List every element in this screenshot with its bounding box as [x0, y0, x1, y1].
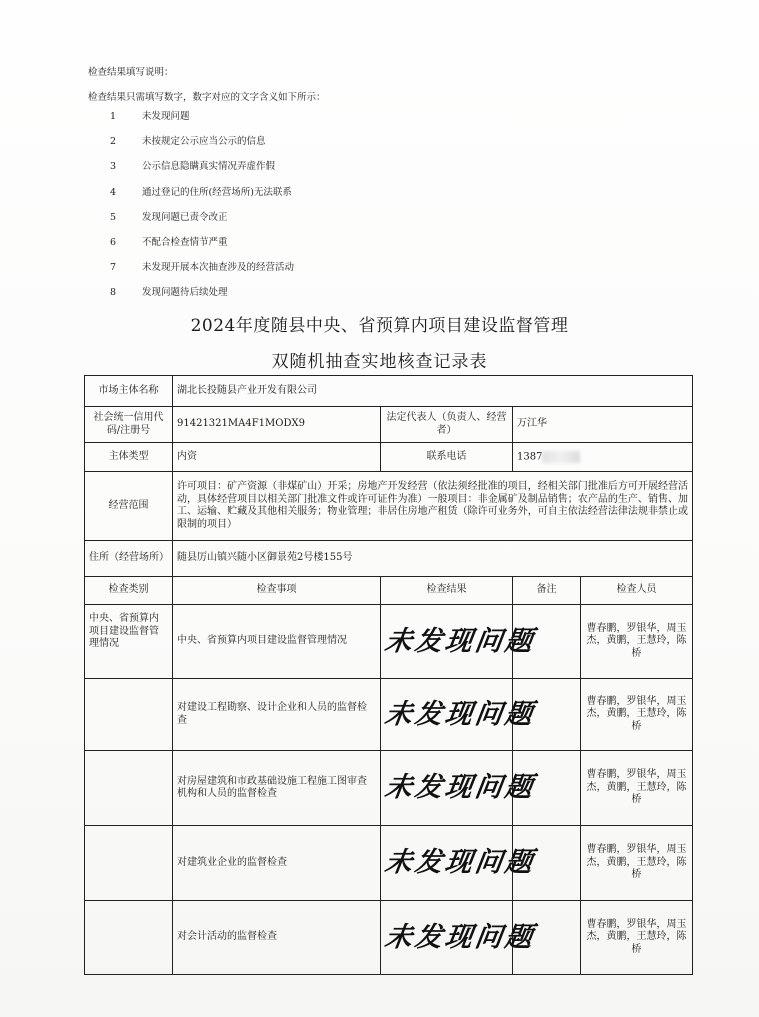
code-number: 1 [109, 111, 117, 122]
table-row [85, 679, 693, 751]
value-credit-code: 91421321MA4F1MODX9 [173, 407, 381, 443]
check-category: 中央、省预算内项目建设监督管理情况 [85, 605, 173, 679]
check-result-cell [381, 605, 538, 679]
check-item: 对会计活动的监督检查 [173, 901, 381, 975]
check-inspectors: 曹春鹏，罗银华，周玉杰，黄鹏，王慧玲，陈桥 [581, 826, 693, 901]
code-number: 6 [109, 236, 117, 248]
value-phone [513, 443, 693, 472]
code-number: 7 [109, 262, 117, 274]
code-number: 8 [109, 287, 117, 299]
check-inspectors: 曹春鹏，罗银华，周玉杰，黄鹏，王慧玲，陈桥 [581, 751, 693, 826]
check-inspectors: 曹春鹏，罗银华，周玉杰，黄鹏，王慧玲，陈桥 [581, 679, 693, 751]
instructions-description: 检查结果只需填写数字，数字对应的文字含义如下所示： [88, 92, 326, 103]
table-row [85, 376, 693, 407]
document-title-line2: 双随机抽查实地核查记录表 [271, 352, 488, 372]
redaction-blur [542, 451, 580, 463]
code-meaning: 未发现问题 [142, 111, 190, 122]
instructions-heading: 检查结果填写说明： [88, 67, 174, 78]
check-result-cell [381, 679, 538, 751]
header-inspectors: 检查人员 [581, 577, 693, 605]
table-row [85, 407, 693, 443]
header-result: 检查结果 [381, 577, 513, 605]
check-item: 对建设工程勘察、设计企业和人员的监督检查 [173, 679, 381, 751]
label-phone: 联系电话 [381, 443, 513, 472]
table-row [85, 826, 693, 901]
code-number: 2 [109, 136, 117, 148]
label-business-scope: 经营范围 [85, 472, 173, 541]
check-inspectors: 曹春鹏，罗银华，周玉杰，黄鹏，王慧玲，陈桥 [581, 605, 693, 679]
check-item: 对房屋建筑和市政基础设施工程施工图审查机构和人员的监督检查 [173, 751, 381, 826]
value-business-scope: 许可项目：矿产资源（非煤矿山）开采；房地产开发经营（依法须经批准的项目，经相关部门批准后方可开展经营活动，具体经营项目以相关部门批准文件或许可证件为准）一般项目：非金属矿及制品销售；农产品的生产、销售、加工、运输、贮藏及其他相关服务；物业管理；非居住房地产租赁（除许可业务外，可自主依法经营法律法规非禁止或限制的项目） [173, 472, 693, 541]
label-subject-name: 市场主体名称 [85, 376, 173, 407]
code-meaning: 未按规定公示应当公示的信息 [142, 136, 266, 148]
table-header-row [85, 577, 693, 605]
handwritten-result: 未发现问题 [382, 847, 538, 879]
code-meaning: 发现问题待后续处理 [142, 287, 228, 299]
check-category-empty [85, 826, 173, 901]
code-number: 5 [109, 211, 117, 223]
document-title-line1: 2024年度随县中央、省预算内项目建设监督管理 [190, 316, 569, 336]
label-subject-type: 主体类型 [85, 443, 173, 472]
header-category: 检查类别 [85, 577, 173, 605]
check-item: 中央、省预算内项目建设监督管理情况 [173, 605, 381, 679]
check-result-cell [381, 901, 538, 975]
table-row [85, 541, 693, 577]
value-subject-type: 内资 [173, 443, 381, 472]
label-credit-code: 社会统一信用代码/注册号 [85, 407, 173, 443]
handwritten-result: 未发现问题 [382, 772, 538, 804]
handwritten-result: 未发现问题 [382, 921, 538, 953]
check-inspectors: 曹春鹏，罗银华，周玉杰，黄鹏，王慧玲，陈桥 [581, 901, 693, 975]
check-result-cell [381, 751, 538, 826]
value-legal-representative: 万江华 [513, 407, 693, 443]
code-meaning: 公示信息隐瞒真实情况弄虚作假 [142, 161, 276, 173]
code-meaning: 通过登记的住所(经营场所)无法联系 [142, 186, 292, 198]
value-address: 随县厉山镇兴随小区御景苑2号楼155号 [173, 541, 693, 577]
code-meaning: 发现问题已责令改正 [142, 211, 228, 223]
table-row [85, 472, 693, 541]
inspection-record-table [84, 375, 693, 975]
value-subject-name: 湖北长投随县产业开发有限公司 [173, 376, 693, 407]
phone-visible-digits: 1387 [517, 451, 543, 462]
check-result-cell [381, 826, 538, 901]
check-item: 对建筑业企业的监督检查 [173, 826, 381, 901]
check-category-empty [85, 679, 173, 751]
check-category-empty [85, 901, 173, 975]
handwritten-result: 未发现问题 [382, 698, 538, 730]
label-address: 住所（经营场所） [85, 541, 173, 577]
table-row [85, 605, 693, 679]
handwritten-result: 未发现问题 [382, 625, 538, 657]
table-row [85, 751, 693, 826]
code-meaning: 未发现开展本次抽查涉及的经营活动 [142, 262, 295, 274]
table-row [85, 901, 693, 975]
code-number: 3 [109, 161, 117, 173]
table-row [85, 443, 693, 472]
header-remark: 备注 [513, 577, 581, 605]
code-meaning: 不配合检查情节严重 [142, 236, 228, 248]
header-item: 检查事项 [173, 577, 381, 605]
label-legal-representative: 法定代表人（负责人、经营者） [381, 407, 513, 443]
check-category-empty [85, 751, 173, 826]
code-number: 4 [109, 186, 117, 198]
